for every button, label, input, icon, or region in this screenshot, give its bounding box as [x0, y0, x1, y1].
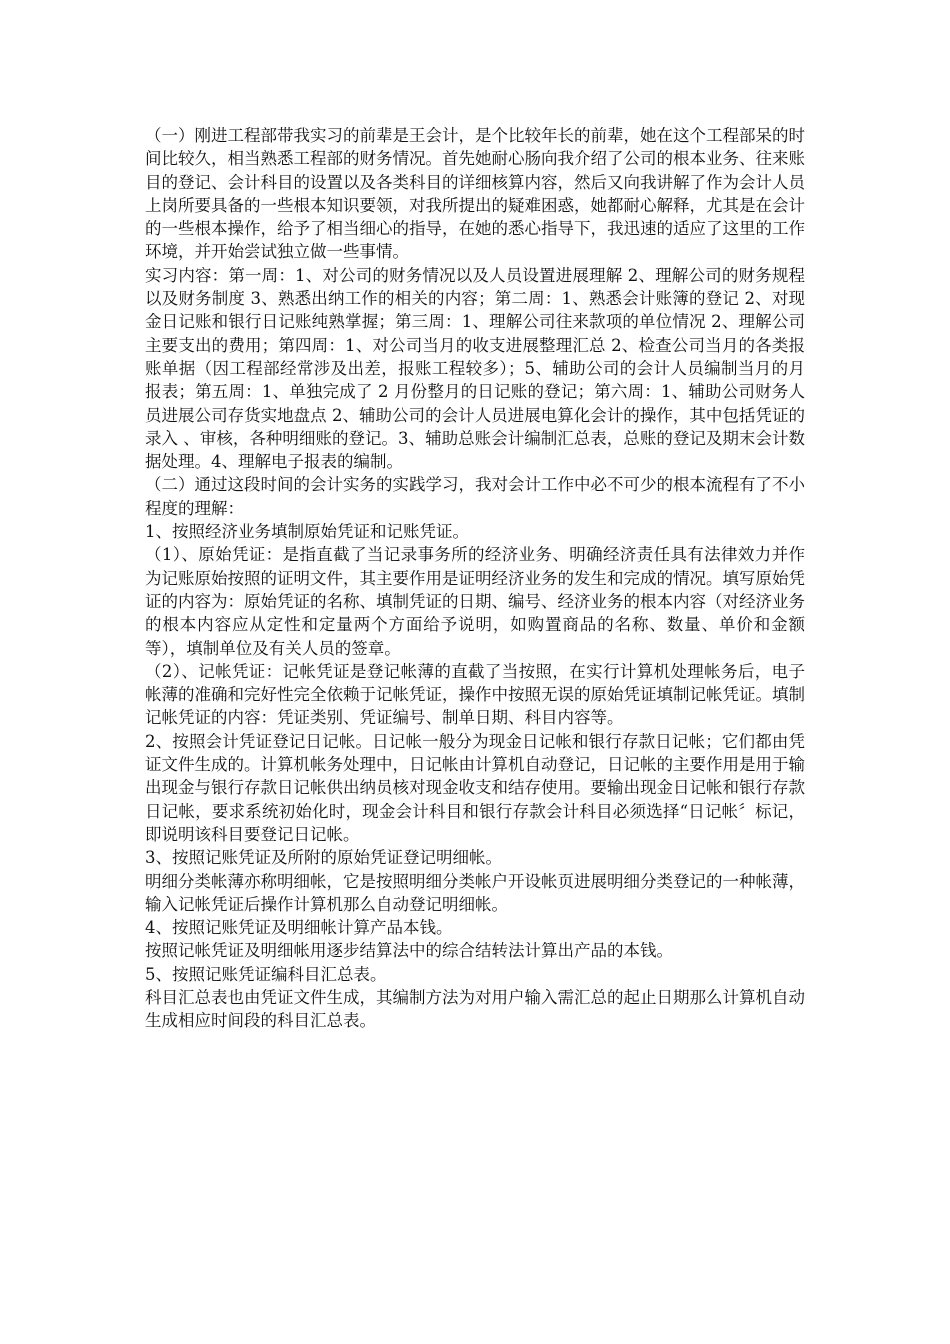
- paragraph-section-two: （二）通过这段时间的会计实务的实践学习，我对会计工作中必不可少的根本流程有了不小程度的理解：: [145, 475, 805, 518]
- paragraph-step-1-heading: 1、按照经济业务填制原始凭证和记账凭证。: [145, 522, 469, 542]
- paragraph-step-4-heading: 4、按照记账凭证及明细帐计算产品本钱。: [145, 918, 453, 938]
- paragraph-step-3-heading: 3、按照记账凭证及所附的原始凭证登记明细帐。: [145, 848, 502, 868]
- paragraph-intro: （一）刚进工程部带我实习的前辈是王会计，是个比较年长的前辈，她在这个工程部呆的时间比较久，相当熟悉工程部的财务情况。首先她耐心肠向我介绍了公司的根本业务、往来账目的登记、会计科目的设置以及各类科目的详细核算内容，然后又向我讲解了作为会计人员上岗所要具备的一些根本知识要领，对我所提出的疑难困惑，她都耐心解释，尤其是在会计的一些根本操作，给予了相当细心的指导，在她的悉心指导下，我迅速的适应了这里的工作环境，并开始尝试独立做一些事情。: [145, 126, 805, 262]
- paragraph-original-voucher: （1）、原始凭证：是指直截了当记录事务所的经济业务、明确经济责任具有法律效力并作为记账原始按照的证明文件，其主要作用是证明经济业务的发生和完成的情况。填写原始凭证的内容为：原始凭证的名称、填制凭证的日期、编号、经济业务的根本内容（对经济业务的根本内容应从定性和定量两个方面给予说明，如购置商品的名称、数量、单价和金额等），填制单位及有关人员的签章。: [145, 545, 805, 658]
- paragraph-step-5-heading: 5、按照记账凭证编科目汇总表。: [145, 964, 387, 984]
- paragraph-step-5-detail: 科目汇总表也由凭证文件生成，其编制方法为对用户输入需汇总的起止日期那么计算机自动生成相应时间段的科目汇总表。: [145, 987, 805, 1031]
- paragraph-accounting-voucher: （2）、记帐凭证：记帐凭证是登记帐薄的直截了当按照，在实行计算机处理帐务后，电子帐薄的准确和完好性完全依赖于记帐凭证，操作中按照无误的原始凭证填制记帐凭证。填制记帐凭证的内容：凭证类别、凭证编号、制单日期、科目内容等。: [145, 661, 805, 728]
- paragraph-step-4-detail: 按照记帐凭证及明细帐用逐步结算法中的综合结转法计算出产品的本钱。: [145, 941, 673, 961]
- paragraph-step-3-detail: 明细分类帐薄亦称明细帐，它是按照明细分类帐户开设帐页进展明细分类登记的一种帐薄，输入记帐凭证后操作计算机那么自动登记明细帐。: [145, 871, 805, 914]
- paragraph-step-2-journal: 2、按照会计凭证登记日记帐。日记帐一般分为现金日记帐和银行存款日记帐；它们都由凭证文件生成的。计算机帐务处理中，日记帐由计算机自动登记，日记帐的主要作用是用于输出现金与银行存款日记帐供出纳员核对现金收支和结存使用。要输出现金日记帐和银行存款日记帐，要求系统初始化时，现金会计科目和银行存款会计科目必须选择“日记帐〞标记，即说明该科目要登记日记帐。: [145, 731, 805, 844]
- document-body: [145, 124, 805, 1033]
- paragraph-internship-content: 实习内容：第一周：1、对公司的财务情况以及人员设置进展理解 2、理解公司的财务规程以及财务制度 3、熟悉出纳工作的相关的内容；第二周：1、熟悉会计账簿的登记 2、对现金日记账和银行日记账纯熟掌握；第三周：1、理解公司往来款项的单位情况 2、理解公司主要支出的费用；第四周：1、对公司当月的收支进展整理汇总 2、检查公司当月的各类报账单据（因工程部经常涉及出差，报账工程较多）；5、辅助公司的会计人员编制当月的月报表；第五周：1、单独完成了 2 月份整月的日记账的登记；第六周：1、辅助公司财务人员进展公司存货实地盘点 2、辅助公司的会计人员进展电算化会计的操作，其中包括凭证的录入 、审核，各种明细账的登记。3、辅助总账会计编制汇总表，总账的登记及期末会计数据处理。4、理解电子报表的编制。: [145, 265, 805, 472]
